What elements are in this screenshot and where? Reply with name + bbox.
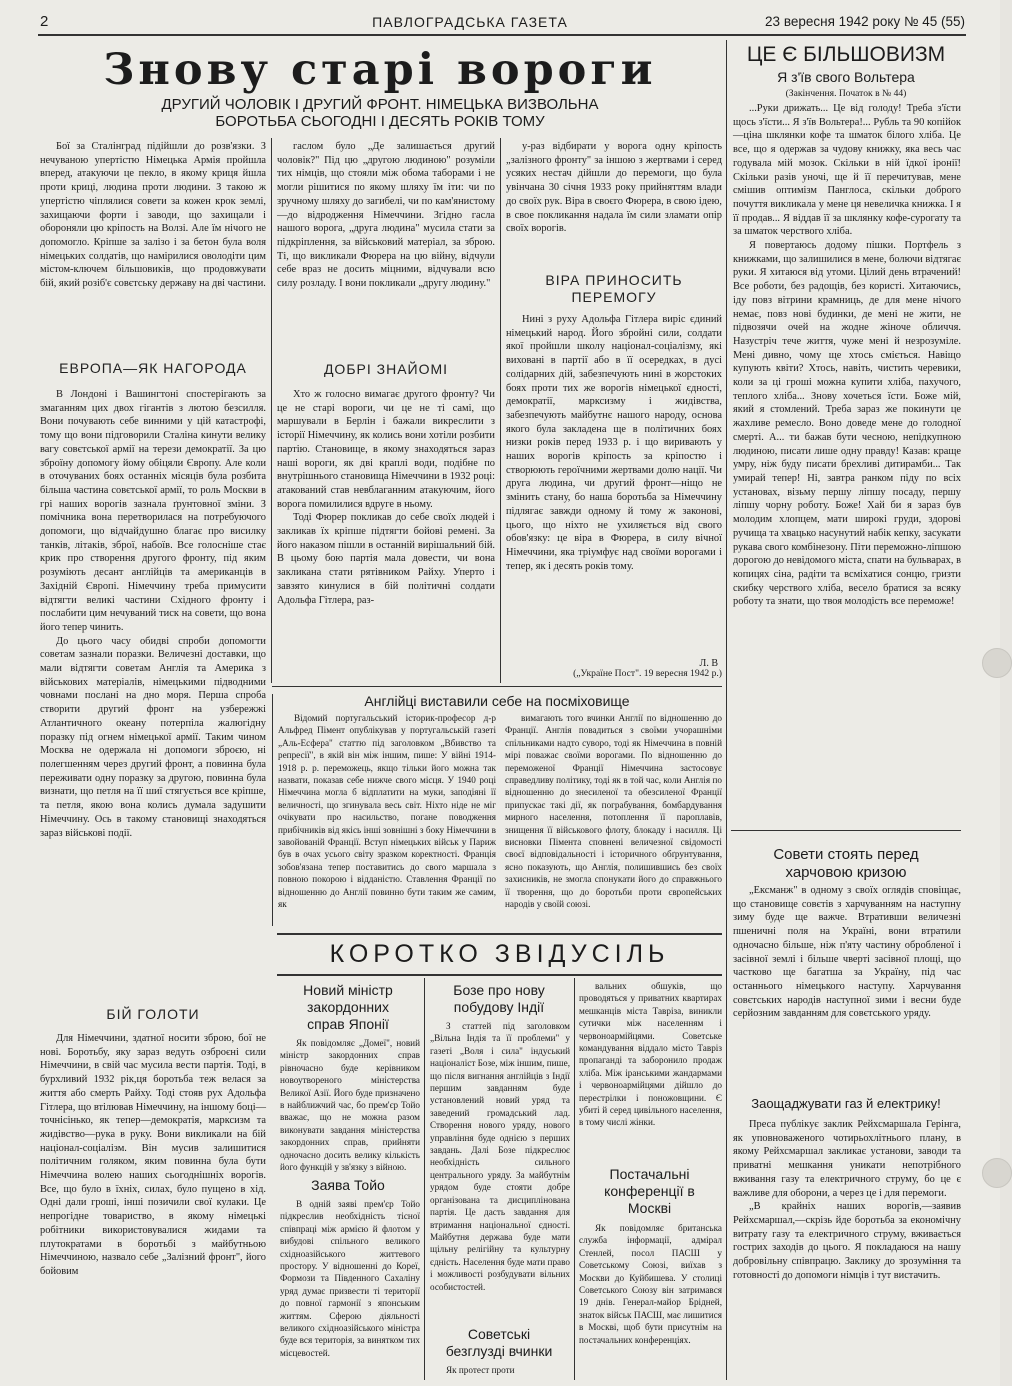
voltaire-subheading: Я з'їв свого Вольтера — [777, 69, 915, 85]
column-rule — [272, 694, 273, 926]
soviet-text — [430, 1364, 570, 1380]
main-paragraph: В Лондоні і Вашингтоні спостерігають за змаганням цих двох гігантів з лютою безсилля. Вони почувають себе винними у цій катастрофі, тому що вони підговорили Сталіна кинути велику вагу совєтської армії на терези демократії. За цю зброїну допомогу йому обіцяли Європу. Але коли в оточуваних боях останніх місяців була розбита більша частина совєтської армії, то роль Москви в грі наших ворогів зазнала ґрунтовної зміни. З помічника вона перетворилася на потребуючого допомоги, що відчайдушно благає про висилку танків, літаків, зброї, набоїв. Все голосніше стає крик про створення другого фронту, під яким розуміють десант англійців та американців в Західній Європі. Німеччину треба примусити відтягти великі частини Східного фронту і послабити цим нечуваний тиск на совети, що вона його тепер чинить. — [40, 389, 266, 633]
tojo-paragraph: В одній заяві прем'єр Тойо підкреслив необхідність тісної співпраці між армією й флотом у вибудові спільного великого східноазійського життевого простору. У відношенні до Кореї, Формози та Південного Сахаліну уряд думає призвести ті території до повної гармонії з японським життям. Сферою діяльності великого східноазійського міністра буде вся територія, за винятком тих місцевостей. — [280, 1199, 420, 1358]
main-col1-intro — [40, 140, 266, 352]
subhead-vira-2: ПЕРЕМОГУ — [571, 289, 657, 305]
food-title-1: Совети стоять перед — [773, 846, 919, 863]
gas-paragraph: „В крайніх наших ворогів,—заявив Рейхсмаршал,—скрізь йде боротьба за економічну витрату газу та електричного струму, вживається гострих заходів до цього. Я покладаюся на нашу добровільну співпрацю. Заклику до зрозуміння та готовності до допомоги німців і тут вистачить. — [733, 1201, 961, 1281]
voltaire-paragraph: ...Руки дрижать... Це від голоду! Треба з'їсти щось з'їсти... Я з'їв Вольтера!... Рубль та 90 копійок—ціна шклянки кофе та шматок білого хліба. Це все, що я одержав за чудову книжку, яка весь час годувала мій мозок. Скільки в ній їдкої іронії! Скільки разів уночі, ще й її перечитував, мене смішив оптимізм Панглоса, скільки доброго почуття викликала у мене ця невеличка книжка. І я її продав... Я віддав її за шклянку кофе-сурогату та за шматок черствого хліба. — [733, 103, 961, 238]
subhead-znayomi: ДОБРІ ЗНАЙОМІ — [323, 361, 449, 377]
paper-name: ПАВЛОГРАДСЬКА ГАЗЕТА — [372, 14, 568, 30]
main-col1-holoty — [40, 1032, 266, 1382]
source-note: („Україне Пост". 19 вересня 1942 р.) — [573, 668, 722, 679]
column-rule — [574, 978, 575, 1380]
ridicule-paragraph: вимагають того вчинки Англії по відношенню до Франції. Англія повадиться з своїми учорашніми спільниками надто суворо, тоді як Німеччина в повній мірі поважає своїми ворогами. По відношенню до переможеної Франції Німеччина застосовує справедливу політику, тоді як в той час, коли Англія по відношенню до знесиленої та обезсиленої Франції припускає такі дії, як пограбування, бомбардування мирного населення, потоплення її пароплавів, знищення її військового флоту, блокаду і насилля. Ці висновки Пімента сповнені величезної свідомості своєї відповідальності і історичного обґрунтування, ясно показують, що Англія, полишившись без своїх захисників, не змогла спонукати його до справжнього її творення, що до боротьби проти європейських народів у своїй союзі. — [505, 713, 722, 910]
main-col2-bottom — [277, 388, 495, 684]
main-paragraph: Нині з руху Адольфа Гітлера виріс єдиний німецький народ. Його збройні сили, солдати якої пройшли школу націонал-соціалізму, які виховані в партії або в її осередках, в дусі солідарних дій, забезпечують нині в жорстоких боях проти тих же ворогів німецької єдності, демократії, марксизму і жидівства, забезпечують майбутнє нашого народу, основа якого була закладена ще в політичних боях низки років перед 1933 р. і що виривають у наших ворогів кріпость за кріпостю і створюють героїчними жертвами долю нації. Чи друга людина, чи другий фронт—ніщо не змінить стану, бо наша боротьба за Німеччину підлягає завжди одному й тому ж законові, цього, що ніхто не ухиляється від свого обов'язку: це віра в Фюрера, в силу вічної Німеччини, яка тріумфує над своїми ворогами і тепер, як і десять років тому. — [506, 314, 722, 572]
signature: Л. В — [699, 658, 718, 669]
tojo-title: Заява Тойо — [311, 1177, 385, 1193]
column-rule — [271, 138, 272, 683]
supply-title-2: конференції в — [604, 1183, 695, 1199]
japan-title-1: Новий міністр — [303, 982, 393, 998]
ridicule-col-b — [505, 712, 722, 926]
ridicule-headline: Англійці виставили себе на посміховище — [364, 693, 630, 709]
bose-title-2: побудову Індії — [453, 999, 545, 1015]
issue-date: 23 вересня 1942 року № 45 (55) — [765, 14, 965, 29]
supply-title-3: Москві — [627, 1200, 672, 1216]
section-rule — [277, 933, 722, 935]
main-subheadline-2: БОРОТЬБА СЬОГОДНІ І ДЕСЯТЬ РОКІВ ТОМУ — [215, 113, 545, 130]
gas-text — [733, 1118, 961, 1380]
tabriz-paragraph: вальних обшуків, що проводяться у приватних квартирах мешканців міста Тавріза, виникли сутички між населенням і червоноармійцями. Советське командування віддало місто Тавріз пропаганді та заборонило продаж хліба. Між іранськими жандармами і червоноармійцями дійшло до перестрілки і поножовщини. Є убиті й серед цивільного населення, в тому числі жінки. — [579, 981, 722, 1128]
gas-title: Заощаджувати газ й електрику! — [751, 1096, 941, 1111]
main-paragraph: у-раз відбирати у ворога одну кріпость „залізного фронту" за іншою з жертвами і серед усяких нестач дійшли до перемоги, що була увінчана 30 січня 1933 року прийняттям влади до своїх рук. Віра в своєго Фюрера, в свою ідею, в свое покликання надала їм сили зламати опір своїх ворогів. — [506, 141, 722, 235]
supply-text — [579, 1222, 722, 1380]
binder-hole — [982, 1158, 1012, 1188]
section-rule — [272, 686, 722, 687]
binder-hole — [982, 648, 1012, 678]
main-col3-top — [506, 140, 722, 262]
supply-title-1: Постачальні — [609, 1166, 690, 1182]
supply-paragraph: Як повідомляє британська служба інформації, адмірал Стенлей, посол ПАСШ у Советському Союзі, виїхав з Москви до Куйбишева. У столиці Советського Союзу він затримався 19 днів. Генерал-майор Брідней, знаток військ ПАСШ, має лишитися в Москві, щоб бути присутнім на постачальних конференціях. — [579, 1223, 722, 1345]
food-paragraph: „Ексманж" в одному з своїх оглядів сповіщає, що становище совєтів з харчуванням на наступну зиму буде ще важче. Втративши величезні пшеничні поля на Україні, вони втратили одночасно більше, ніж п'яту частину обробленої і засівної землі і більше чверті засівної площі, що частково ще багатша за Україну, під час останнього німецького наступу. Харчування совєтських народів наступної зими і весни буде серйозним завданням для совєтського уряду. — [733, 885, 961, 1020]
masthead-rule — [38, 34, 966, 36]
section-rule — [277, 974, 722, 976]
main-col2-top — [277, 140, 495, 356]
page-number: 2 — [40, 13, 49, 30]
bolshevism-heading: ЦЕ Є БІЛЬШОВИЗМ — [746, 43, 946, 66]
voltaire-text — [733, 102, 961, 822]
subhead-vira-1: ВІРА ПРИНОСИТЬ — [545, 272, 683, 288]
subhead-holoty: БІЙ ГОЛОТИ — [106, 1006, 200, 1022]
bose-title-1: Бозе про нову — [453, 982, 545, 998]
main-paragraph: гаслом було „Де залишається другий чоловік?" Під цю „другою людиною" розуміли тих німців, що стояли між обома таборами і не могли рішитися по якому шляху їм іти: чи по зручному шляху до загибелі, чи по кам'янистому—до відродження Німеччини. Згідно гасла нашого ворога, „друга людина" мусила стати за підкріплення, за військовий матеріал, за зброю. Ті, що викликали Фюрера на цю війну, відчули себе враз не досить міцними, відчували всю силу розладу. І вони покликали „другу людину." — [277, 141, 495, 290]
main-paragraph: Бої за Сталінград підійшли до розв'язки. З нечуваною упертістю Німецька Армія пройшла вперед, атакуючи це пекло, в якому криця йшла проти криці, людина проти людини. З такою ж упертістю чіплялися совети за кожен крок землі, захищаючи форти і заводи, що захищали і обороняли цю кріпость на Волзі. Але їм нічого не допомогло. Кріпше за залізо і за бетон була воля німецьких солдатів, що намірилися оволодіти цим містом-ключем більшовиків, що продовжувати бій, який розіб'є совєтську державу на дві частини. — [40, 141, 266, 290]
japan-paragraph: Як повідомляє „Домеї", новий міністр закордонних справ рівночасно буде керівником новоутвореного міністерства Великої Азії. Його буде призначено в найближчий час, бо прем'єр Тойо вважає, що не можна разом виконувати завдання міністерства закордонних справ, прийняти одночасно досить велику кількість його функцій у зв'язку з війною. — [280, 1038, 420, 1173]
soviet-title-2: безглузді вчинки — [445, 1343, 553, 1359]
briefly-heading: КОРОТКО ЗВІДУСІЛЬ — [329, 940, 670, 968]
tojo-text — [280, 1198, 420, 1380]
ridicule-col-a — [278, 712, 496, 926]
bose-text — [430, 1020, 570, 1320]
gas-paragraph: Преса публікує заклик Рейхсмаршала Герінга, як уповноваженого чотирьохлітнього плану, в якому Рейхсмаршал закликає установи, заводи та приватні мешкання уникати непотрібного вживання газу та електричного струму, бо це є важливе для оборони, а через це і для перемоги. — [733, 1119, 961, 1199]
continuation-note: (Закінчення. Початок в № 44) — [785, 88, 907, 99]
japan-title-3: справ Японії — [307, 1016, 389, 1032]
bose-paragraph: З статтей під заголовком „Вільна Індія та її проблеми" у газеті „Воля і сила" індуський націоналіст Бозе, між іншим, пише, що після вигнання англійців з Індії першим завданням буде установлений новий уряд та заведений громадський лад. Створення нового уряду, нового управління буде однією з перших завдань. Далі Бозе підкреслює необхідність сильного центрального уряду. За майбутнім урядом буде стояти добре організована та дисциплінована партія. Це дасть завдання для втримання національної єдності. Майбутня держава буде мати щільну релігійну та культурну єдність. Населення буде мати право і можливості розбудувати вільних особистостей. — [430, 1021, 570, 1292]
main-headline: Знову старі вороги — [103, 45, 657, 95]
soviet-title-1: Советські — [467, 1326, 531, 1342]
main-paragraph: Для Німеччини, здатної носити зброю, бої не нові. Боротьбу, яку зараз ведуть озброєні сили Німеччини, в свій час мусила вести партія. Тоді, в бурхливий 1932 рік,ця боротьба теж велася за життя або смерть Райху. Тоді стояв рух Адольфа Гітлера, що втілював Німеччину, на іншому боці—точнісінько, як тепер—демократія, марксизм та жидівство—рука в руку. Вони викликали на бій націонал-соціалізм. Він мусив залишитися політичним голяком, яким повинна була бути Німеччина волею наших сьогоднішніх ворогів. Все, що було в їхніх, силах, було пущено в хід. Одні дали гроші, інші позичили свої кулаки. Це непрогідне товариство, в якому німецькі робітники використовувалися жидами та плутократами в боротьбі з майбутньою Німеччиною, назвало себе „Залізний фронт", його бойовим — [40, 1033, 266, 1277]
food-title-2: харчовою кризою — [785, 864, 907, 881]
main-paragraph: Хто ж голосно вимагає другого фронту? Чи це не старі вороги, чи це не ті самі, що маршували в Берлін і бажали викреслити з історії Німеччину, як колись вони хотіли розбити партію. Становище, в якому знаходяться зараз наші вороги, як дві краплі води, подібне по внутрішнього становища Німеччини в 1932 році: атакований став невблаганним атакуючим, його ворога помилилися вдруге в ньому. — [277, 389, 495, 510]
ridicule-paragraph: Відомий португальський історик-професор д-р Альфред Пімент опублікував у португальській газеті „Аль-Есфера" статтю під заголовком „Вбивство та репресії", в якій він між іншим, пише: У війні 1914-1918 р. р. переможець, якщо тільки його можна так назвати, показав себе нижче свого місця. У 1940 році Німеччина могла б відплатити на муки, заподіяні її величності, що згинувала весь світ. Ніхто ніде не міг очікувати про насильство, погане поводження прибічників від якісь інші зовнішні з боку Німеччини в завойованій Франції. Вступ німецьких військ у Париж був в очах усього світу зразком коректності. Франція зобов'язана тепер поставитись до свого маршала з повною покорою і відданістю. Ставлення Франції по відношенню до Англії повинно бути таким же самим, як — [278, 713, 496, 910]
japan-text — [280, 1037, 420, 1171]
food-text — [733, 884, 961, 1082]
column-rule — [500, 138, 501, 683]
main-subheadline-1: ДРУГИЙ ЧОЛОВІК І ДРУГИЙ ФРОНТ. НІМЕЦЬКА ВИЗВОЛЬНА — [161, 96, 599, 113]
soviet-paragraph: Як протест проти — [446, 1365, 515, 1375]
main-paragraph: До цього часу обидві спроби допомогти советам зазнали поразки. Величезні доставки, що мали відтягти советам Англія та Америка з військових матеріалів, німецькими підводними човнами послані на дно моря. Перша спроба створити другий фронт на узбережжі Атлантичного океану потерпіла жалюгідну поразку під огнем німецької армії. Таким чином Москва не одержала ні допомоги зброєю, ні полегшенням через другий фронт, а повинна була переживати одну поразку за другою, повинна була визнати, що петля на її шиї стягується все кріпше, та петля, якою вона колись думала задушити Німеччину. Ось в такому становищі знаходяться зараз військові події. — [40, 635, 266, 839]
subhead-europa: ЕВРОПА—ЯК НАГОРОДА — [59, 360, 247, 376]
tabriz-text — [579, 980, 722, 1128]
main-col1-europa — [40, 388, 266, 1002]
column-rule — [726, 40, 727, 1380]
column-rule — [424, 978, 425, 1380]
section-rule — [731, 830, 961, 831]
voltaire-paragraph: Я повертаюсь додому пішки. Портфель з книжками, що залишилися в мене, болючи відтягає руки. Я хитаюся від утоми. Цілий день втрачений! Все роботи, без радощів, без користі. Хитаючись, іду повз вітрини крамниць, де для мене нічого немає, повз нові будинки, де мені не жити, не підвозячи очей на жодне жіноче обличчя. Назустріч тече життя, чуже мені й незрозуміле. Мені дивно, чому ще хтось сміється. Навіщо купують квіти? Хтось, навіть, чистить черевики, коли за ці гроші можна купити хліба, пахучого, теплого хліба... Знову хочеться їсти. Боже мій, який я стомлений. Треба зараз же покинути це жахливе ремесло. Воно доведе мене до голодної смерті. А... ти бажав бути чесною, непідкупною людиною, писати лише одну правду! Казав: краще умру, ніж буду писати брехливі дитирамби... Так умирай тепер! Ні, завтра ранком піду по всіх установах, візьму першу ліпшу посаду, першу ліпшу чорну роботу. Боже! Хай би я зараз був молодим хлопцем, мати широкі груди, здорові ручища та хвацько насунутий набік кепку, засукати рукава свого комбінезону. Піти переможно-ліпшою дорогою до невідомого міста, спати на бульварах, в копицях сіна, радіти та всміхатися сонцю, гризти скибку черствого хліба, весело братися за всяку роботу та знати, що твоя молодість все переможе! — [733, 240, 961, 608]
japan-title-2: закордонних — [307, 999, 389, 1015]
main-paragraph: Тоді Фюрер покликав до себе своїх людей і закликав їх кріпше підтягти бойові ремені. За його наказом пішли в останній вирішальний бій. В цьому бою партія мала довести, чи вона закликана стати рятівником Райху. Уперто і завзято кинулися в бій політичні солдати Адольфа Гітлера, раз- — [277, 512, 495, 606]
main-col3-bottom — [506, 313, 722, 661]
